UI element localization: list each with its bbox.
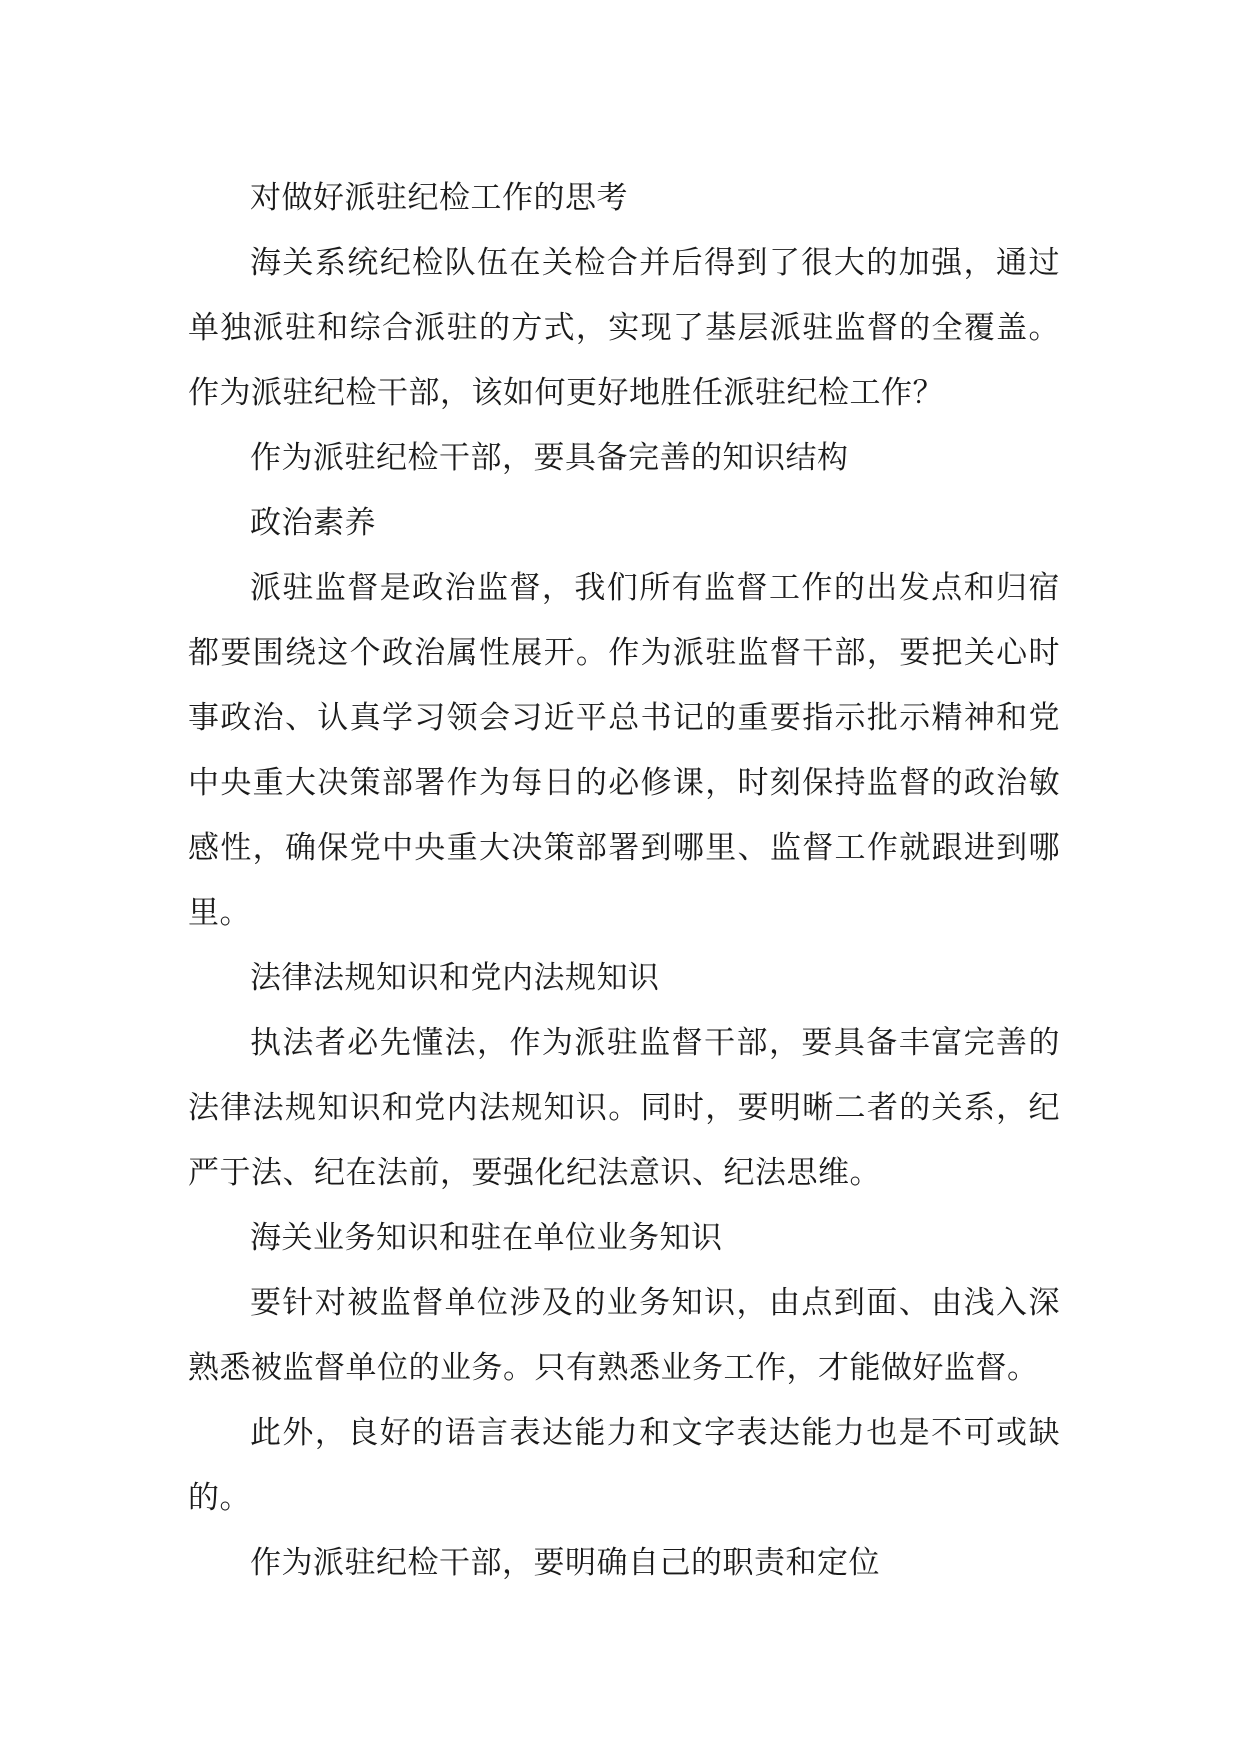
subheading-political-literacy: 政治素养 bbox=[250, 505, 376, 541]
paragraph-law-knowledge: 执法者必先懂法，作为派驻监督干部，要具备丰富完善的法律法规知识和党内法规知识。同时，要明晰二者的关系，纪严于法、纪在法前，要强化纪法意识、纪法思维。 bbox=[188, 1025, 1060, 1191]
subheading-customs-business: 海关业务知识和驻在单位业务知识 bbox=[250, 1220, 723, 1256]
paragraph-intro: 海关系统纪检队伍在关检合并后得到了很大的加强，通过单独派驻和综合派驻的方式，实现了基层派驻监督的全覆盖。作为派驻纪检干部，该如何更好地胜任派驻纪检工作？ bbox=[188, 245, 1060, 411]
subheading-law-knowledge: 法律法规知识和党内法规知识 bbox=[250, 960, 660, 996]
document-body bbox=[188, 166, 1060, 1596]
paragraph-expression-ability: 此外，良好的语言表达能力和文字表达能力也是不可或缺的。 bbox=[188, 1415, 1060, 1516]
paragraph-political-supervision: 派驻监督是政治监督，我们所有监督工作的出发点和归宿都要围绕这个政治属性展开。作为派驻监督干部，要把关心时事政治、认真学习领会习近平总书记的重要指示批示精神和党中央重大决策部署作为每日的必修课，时刻保持监督的政治敏感性，确保党中央重大决策部署到哪里、监督工作就跟进到哪里。 bbox=[188, 570, 1060, 931]
section-heading-knowledge-structure: 作为派驻纪检干部，要具备完善的知识结构 bbox=[250, 440, 849, 476]
document-title: 对做好派驻纪检工作的思考 bbox=[250, 180, 628, 216]
section-heading-duties-positioning: 作为派驻纪检干部，要明确自己的职责和定位 bbox=[250, 1545, 880, 1581]
paragraph-customs-business: 要针对被监督单位涉及的业务知识，由点到面、由浅入深熟悉被监督单位的业务。只有熟悉业务工作，才能做好监督。 bbox=[188, 1285, 1060, 1386]
